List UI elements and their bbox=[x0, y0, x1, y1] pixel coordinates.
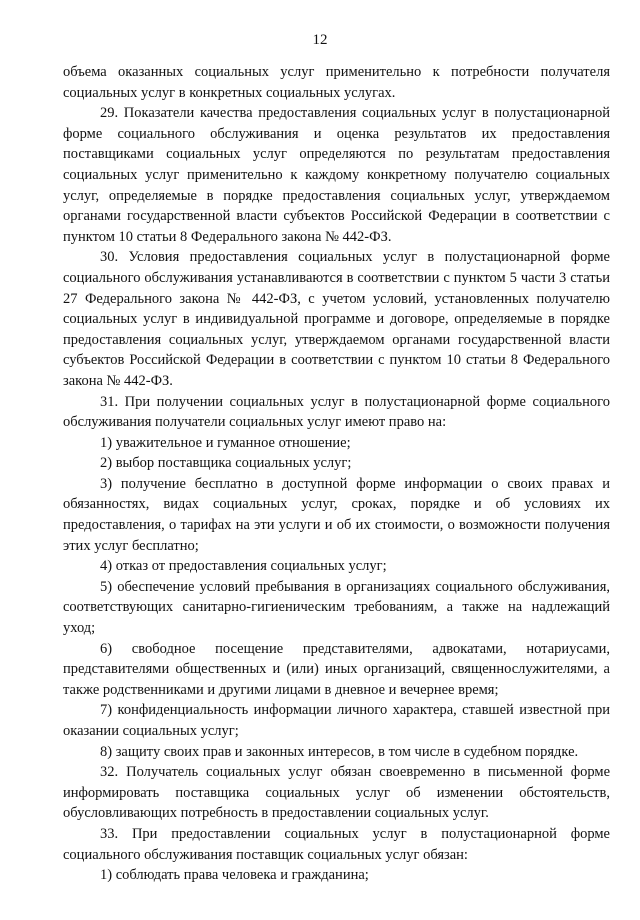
paragraph-33: 33. При предоставлении социальных услуг в полустационарной форме социального обслуживания поставщик социальных услуг обязан: bbox=[63, 825, 610, 863]
list-item-31-1: 1) уважительное и гуманное отношение; bbox=[100, 434, 351, 451]
list-item-31-3: 3) получение бесплатно в доступной форме информации о своих правах и обязанностях, видах социальных услуг, сроках, порядке и об условиях их предоставления, о тарифах на эти услуги и об их стоимости, о возможности получения этих услуг бесплатно; bbox=[63, 475, 610, 554]
paragraph-29: 29. Показатели качества предоставления социальных услуг в полустационарной форме социального обслуживания и оценка результатов их предоставления поставщиками социальных услуг определяются по результатам предоставления социальных услуг применительно к каждому конкретному получателю социальных услуг, определяемые в порядке предоставления социальных услуг, утверждаемом органами государственной власти субъектов Российской Федерации в соответствии с пунктом 10 статьи 8 Федерального закона № 442-ФЗ. bbox=[63, 105, 610, 245]
paragraph-continuation: объема оказанных социальных услуг применительно к потребности получателя социальных услуг в конкретных социальных услугах. bbox=[63, 64, 610, 101]
list-item-31-6: 6) свободное посещение представителями, адвокатами, нотариусами, представителями общественных и (или) иных организаций, священнослужителями, а также родственниками и другими лицами в дневное и вечернее время; bbox=[63, 640, 610, 698]
list-item-31-7: 7) конфиденциальность информации личного характера, ставшей известной при оказании социальных услуг; bbox=[63, 702, 610, 739]
list-item-31-2: 2) выбор поставщика социальных услуг; bbox=[100, 455, 352, 472]
list-item-31-4: 4) отказ от предоставления социальных услуг; bbox=[100, 558, 387, 575]
paragraph-32: 32. Получатель социальных услуг обязан своевременно в письменной форме информировать поставщика социальных услуг об изменении обстоятельств, обусловливающих потребность в предоставлении социальных услуг. bbox=[63, 764, 610, 822]
list-item-31-8: 8) защиту своих прав и законных интересов, в том числе в судебном порядке. bbox=[100, 743, 579, 760]
paragraph-30: 30. Условия предоставления социальных услуг в полустационарной форме социального обслуживания устанавливаются в соответствии с пунктом 5 части 3 статьи 27 Федерального закона № 442-ФЗ, с учетом условий, установленных получателю социальных услуг в индивидуальной программе и договоре, определяемые в порядке предоставления социальных услуг, утверждаемом органами государственной власти субъектов Российской Федерации в соответствии с пунктом 10 статьи 8 Федерального закона № 442-ФЗ. bbox=[63, 249, 610, 389]
paragraph-31: 31. При получении социальных услуг в полустационарной форме социального обслуживания получатели социальных услуг имеют право на: bbox=[63, 393, 610, 431]
list-item-33-1: 1) соблюдать права человека и гражданина; bbox=[100, 867, 369, 884]
page-number: 12 bbox=[312, 32, 328, 48]
list-item-31-5: 5) обеспечение условий пребывания в организациях социального обслуживания, соответствующих санитарно-гигиеническим требованиям, а также на надлежащий уход; bbox=[63, 578, 610, 637]
document-body bbox=[63, 62, 610, 886]
